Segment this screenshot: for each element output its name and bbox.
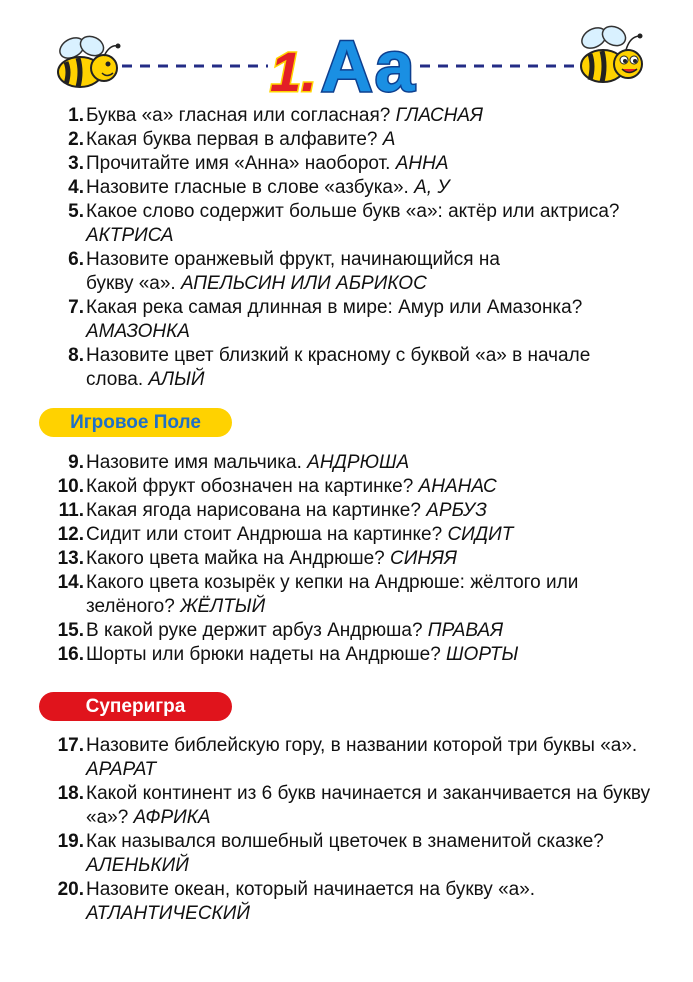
question-answer: АННА bbox=[395, 153, 449, 174]
question-answer: АНАНАС bbox=[418, 476, 497, 497]
question-answer: АПЕЛЬСИН ИЛИ АБРИКОС bbox=[181, 273, 427, 294]
question-text: Какого цвета козырёк у кепки на Андрюше: жёлтого или зелёного? bbox=[86, 572, 579, 617]
question-item bbox=[0, 782, 693, 830]
question-number: 13. bbox=[57, 548, 84, 569]
question-text: Назовите оранжевый фрукт, начинающийся на букву «а». bbox=[86, 249, 500, 294]
question-number: 8. bbox=[68, 345, 84, 366]
question-answer: СИДИТ bbox=[447, 524, 514, 545]
page-header bbox=[0, 18, 693, 107]
question-item bbox=[0, 830, 693, 878]
question-number: 16. bbox=[57, 644, 84, 665]
question-text: Назовите имя мальчика. bbox=[86, 452, 308, 473]
question-number: 10. bbox=[57, 476, 84, 497]
question-number: 6. bbox=[68, 249, 84, 270]
question-text: Назовите океан, который начинается на букву «а». bbox=[86, 879, 536, 900]
question-item bbox=[0, 619, 693, 643]
question-item bbox=[0, 200, 693, 248]
question-item bbox=[0, 547, 693, 571]
question-list-block2 bbox=[0, 451, 693, 667]
question-answer: АТЛАНТИЧЕСКИЙ bbox=[86, 903, 250, 924]
question-item bbox=[0, 878, 693, 926]
question-item bbox=[0, 643, 693, 667]
question-number: 18. bbox=[57, 783, 84, 804]
question-answer: АРАРАТ bbox=[86, 759, 157, 780]
bee-left-icon bbox=[56, 33, 120, 87]
question-number: 5. bbox=[68, 201, 84, 222]
question-number: 17. bbox=[57, 735, 84, 756]
question-number: 14. bbox=[57, 572, 84, 593]
question-answer: А bbox=[382, 129, 396, 150]
question-item bbox=[0, 104, 693, 128]
question-list-block1 bbox=[0, 104, 693, 392]
question-text: Какая буква первая в алфавите? bbox=[86, 129, 383, 150]
question-text: Какое слово содержит больше букв «а»: актёр или актриса? bbox=[86, 201, 620, 222]
question-text: Буква «а» гласная или согласная? bbox=[86, 105, 396, 126]
question-answer: АЛЫЙ bbox=[148, 369, 205, 390]
question-item bbox=[0, 451, 693, 475]
question-number: 20. bbox=[57, 879, 84, 900]
question-number: 19. bbox=[57, 831, 84, 852]
question-text: Какого цвета майка на Андрюше? bbox=[86, 548, 390, 569]
question-text: Прочитайте имя «Анна» наоборот. bbox=[86, 153, 396, 174]
question-number: 1. bbox=[68, 105, 84, 126]
question-list-block3 bbox=[0, 734, 693, 926]
question-item bbox=[0, 128, 693, 152]
question-number: 12. bbox=[57, 524, 84, 545]
question-number: 7. bbox=[68, 297, 84, 318]
question-number: 9. bbox=[68, 452, 84, 473]
question-item bbox=[0, 296, 693, 344]
question-text: Назовите гласные в слове «азбука». bbox=[86, 177, 415, 198]
question-item bbox=[0, 248, 693, 296]
question-answer: АФРИКА bbox=[133, 807, 211, 828]
question-text: Как назывался волшебный цветочек в знаменитой сказке? bbox=[86, 831, 604, 852]
question-item bbox=[0, 344, 693, 392]
question-item bbox=[0, 499, 693, 523]
question-text: Назовите библейскую гору, в названии которой три буквы «а». bbox=[86, 735, 638, 756]
question-answer: АМАЗОНКА bbox=[86, 321, 190, 342]
bee-right-icon bbox=[578, 23, 642, 82]
title-number: 1. bbox=[270, 40, 317, 103]
question-text: Какой континент из 6 букв начинается и заканчивается на букву «а»? bbox=[86, 783, 651, 828]
question-text: Сидит или стоит Андрюша на картинке? bbox=[86, 524, 448, 545]
question-item bbox=[0, 475, 693, 499]
section-label-supergame: Суперигра bbox=[39, 692, 232, 721]
question-text: Какой фрукт обозначен на картинке? bbox=[86, 476, 419, 497]
question-answer: ГЛАСНАЯ bbox=[395, 105, 484, 126]
title-letters: Аа bbox=[320, 27, 416, 107]
question-text: Шорты или брюки надеты на Андрюше? bbox=[86, 644, 447, 665]
question-answer: АКТРИСА bbox=[86, 225, 174, 246]
question-item bbox=[0, 176, 693, 200]
question-item bbox=[0, 571, 693, 619]
question-number: 11. bbox=[58, 500, 84, 521]
page-title bbox=[270, 27, 416, 107]
question-answer: ЖЁЛТЫЙ bbox=[180, 596, 266, 617]
question-answer: ШОРТЫ bbox=[446, 644, 519, 665]
section-label-game-field: Игровое Поле bbox=[39, 408, 232, 437]
question-item bbox=[0, 734, 693, 782]
question-text: Какая река самая длинная в мире: Амур или Амазонка? bbox=[86, 297, 583, 318]
question-answer: АЛЕНЬКИЙ bbox=[86, 855, 189, 876]
question-text: В какой руке держит арбуз Андрюша? bbox=[86, 620, 428, 641]
question-item bbox=[0, 523, 693, 547]
question-answer: ПРАВАЯ bbox=[427, 620, 504, 641]
question-text: Назовите цвет близкий к красному с буквой «а» в начале слова. bbox=[86, 345, 591, 390]
question-number: 15. bbox=[57, 620, 84, 641]
question-text: Какая ягода нарисована на картинке? bbox=[86, 500, 427, 521]
question-number: 4. bbox=[68, 177, 84, 198]
question-item bbox=[0, 152, 693, 176]
question-answer: А, У bbox=[414, 177, 450, 198]
question-answer: АРБУЗ bbox=[426, 500, 487, 521]
question-answer: СИНЯЯ bbox=[390, 548, 457, 569]
question-answer: АНДРЮША bbox=[307, 452, 410, 473]
question-number: 3. bbox=[68, 153, 84, 174]
question-number: 2. bbox=[68, 129, 84, 150]
